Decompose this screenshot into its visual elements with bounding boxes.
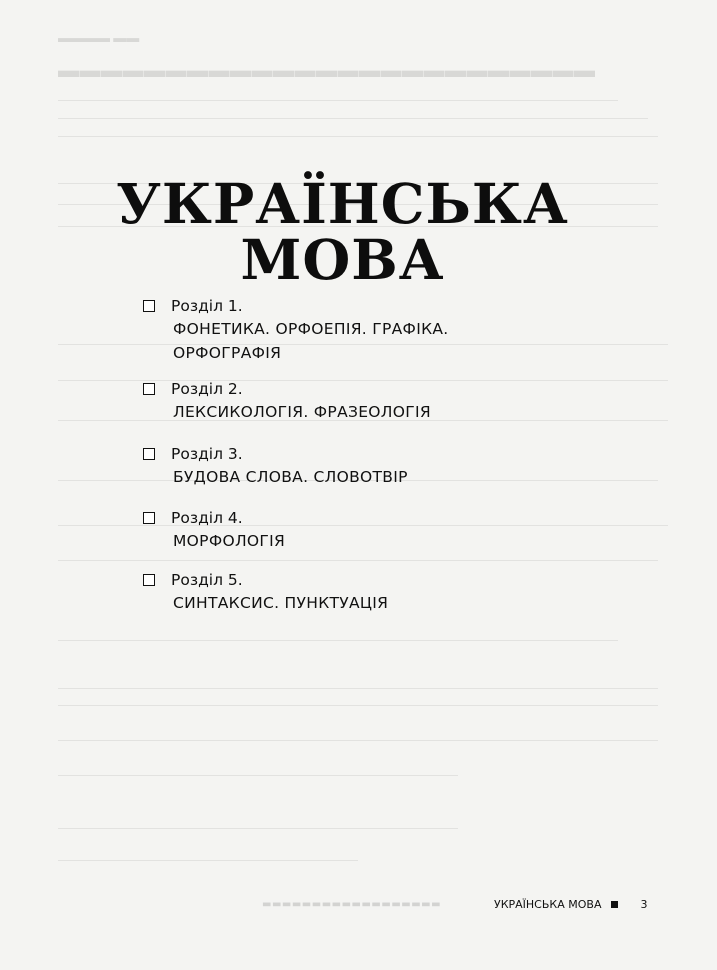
section-label: Розділ 5. [171,571,243,589]
bleed-through-line [58,118,648,119]
section-name: ЛЕКСИКОЛОГІЯ. ФРАЗЕОЛОГІЯ [173,403,431,421]
bleed-through-text: ▬▬▬▬▬▬▬▬▬▬▬▬▬▬▬▬▬▬▬▬▬▬▬▬▬ [58,58,596,82]
checkbox-icon [143,512,155,524]
page-footer [494,898,647,911]
section-entry-1 [143,295,449,365]
section-label: Розділ 4. [171,509,243,527]
bleed-through-text: ▬▬▬▬ ▬▬ [58,30,140,45]
section-name: ФОНЕТИКА. ОРФОЕПІЯ. ГРАФІКА. [173,320,449,338]
section-label: Розділ 3. [171,445,243,463]
page-number: 3 [640,898,648,911]
section-label: Розділ 2. [171,380,243,398]
running-title: УКРАЇНСЬКА МОВА [494,898,602,911]
bleed-through-line [58,828,458,829]
checkbox-icon [143,300,155,312]
bleed-through-line [58,688,658,689]
checkbox-icon [143,448,155,460]
section-entry-2 [143,378,431,424]
page-title-line-2: МОВА [240,227,445,292]
checkbox-icon [143,574,155,586]
section-name: МОРФОЛОГІЯ [173,532,286,550]
bleed-through-line [58,640,618,641]
bleed-through-line [58,705,658,706]
bleed-through-line [58,560,658,561]
bleed-through-line [58,860,358,861]
section-entry-5 [143,569,388,615]
section-name: СИНТАКСИС. ПУНКТУАЦІЯ [173,594,389,612]
section-entry-3 [143,443,408,489]
bleed-through-line [58,775,458,776]
bleed-through-footer: ▬▬▬▬▬▬▬▬▬▬▬▬▬▬▬▬▬▬ [262,899,442,910]
section-entry-4 [143,507,285,553]
square-bullet-icon [611,901,618,908]
checkbox-icon [143,383,155,395]
section-label: Розділ 1. [171,297,243,315]
section-name: БУДОВА СЛОВА. СЛОВОТВІР [173,468,408,486]
page-title-line-1: УКРАЇНСЬКА [116,171,569,236]
bleed-through-line [58,136,658,137]
section-name: ОРФОГРАФІЯ [173,344,282,362]
bleed-through-line [58,740,658,741]
bleed-through-line [58,100,618,101]
